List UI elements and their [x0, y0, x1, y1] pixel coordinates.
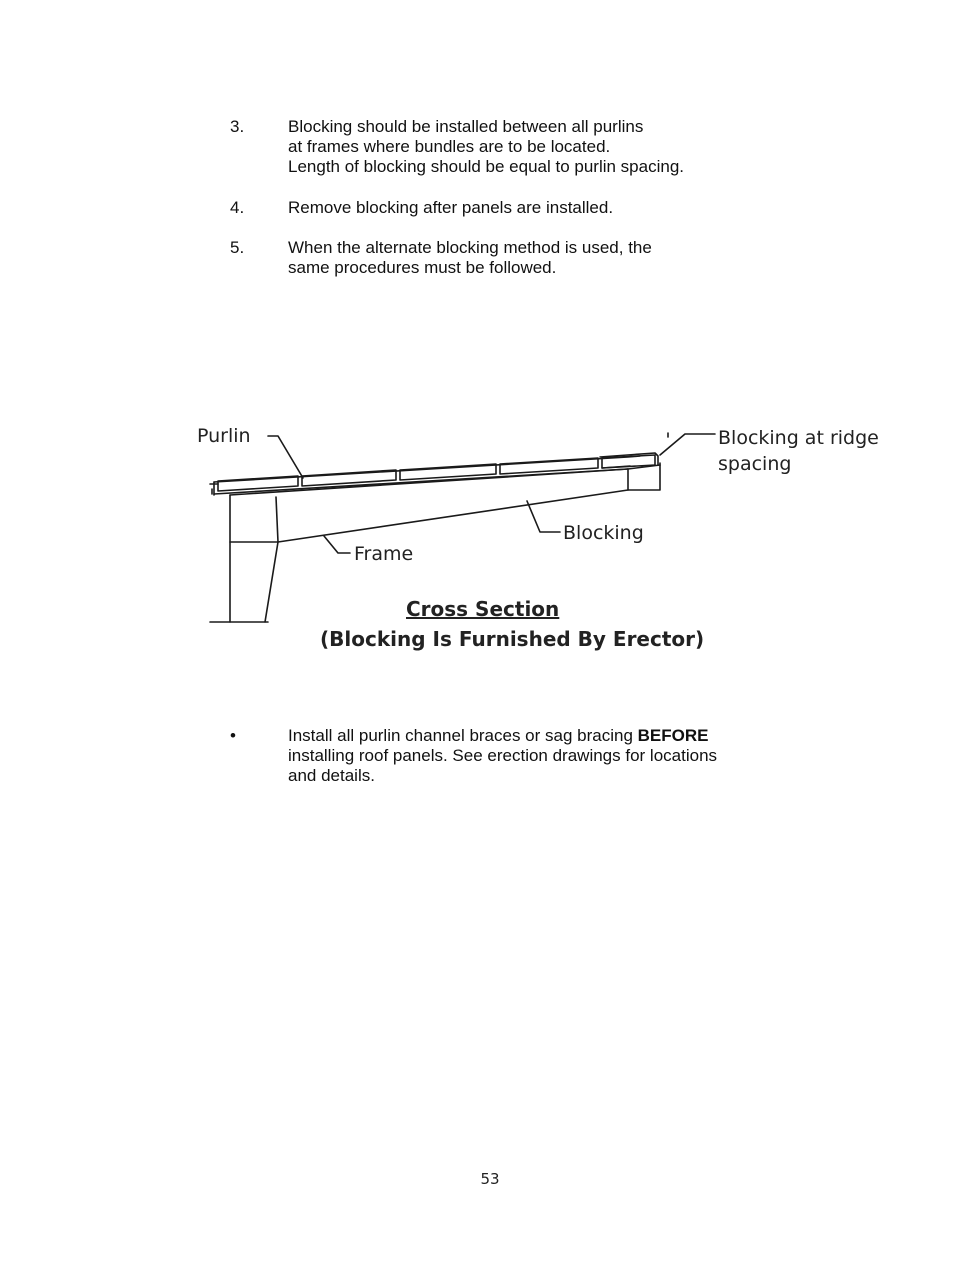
label-blocking-at-ridge [718, 425, 879, 477]
figure-caption-title: Cross Section [406, 597, 560, 621]
item-line: Length of blocking should be equal to purlin spacing. [288, 157, 685, 176]
item-text [288, 238, 848, 278]
bullet-line: and details. [288, 766, 375, 785]
label-ridge-line: Blocking at ridge [718, 427, 879, 449]
item-line: Remove blocking after panels are installed. [288, 198, 614, 217]
item-number: 5. [230, 238, 245, 257]
item-text [288, 117, 848, 177]
cross-section-figure [190, 415, 890, 665]
item-line: When the alternate blocking method is used, the [288, 238, 652, 257]
item-line: at frames where bundles are to be located. [288, 137, 611, 156]
item-number: 4. [230, 198, 245, 217]
bullet-line: installing roof panels. See erection drawings for locations [288, 746, 718, 765]
bullet-bold-word: BEFORE [637, 726, 709, 745]
label-frame: Frame [354, 543, 414, 565]
figure-caption-subtitle: (Blocking Is Furnished By Erector) [320, 627, 705, 651]
item-text [288, 198, 848, 218]
item-line: Blocking should be installed between all purlins [288, 117, 644, 136]
label-blocking: Blocking [563, 522, 644, 544]
item-line: same procedures must be followed. [288, 258, 557, 277]
label-purlin: Purlin [197, 425, 251, 447]
bullet-icon: • [230, 726, 236, 745]
item-number: 3. [230, 117, 245, 136]
label-ridge-line: spacing [718, 453, 792, 475]
bullet-text [288, 726, 768, 786]
bullet-line: Install all purlin channel braces or sag bracing [288, 726, 638, 745]
page-number: 53 [480, 1170, 500, 1188]
